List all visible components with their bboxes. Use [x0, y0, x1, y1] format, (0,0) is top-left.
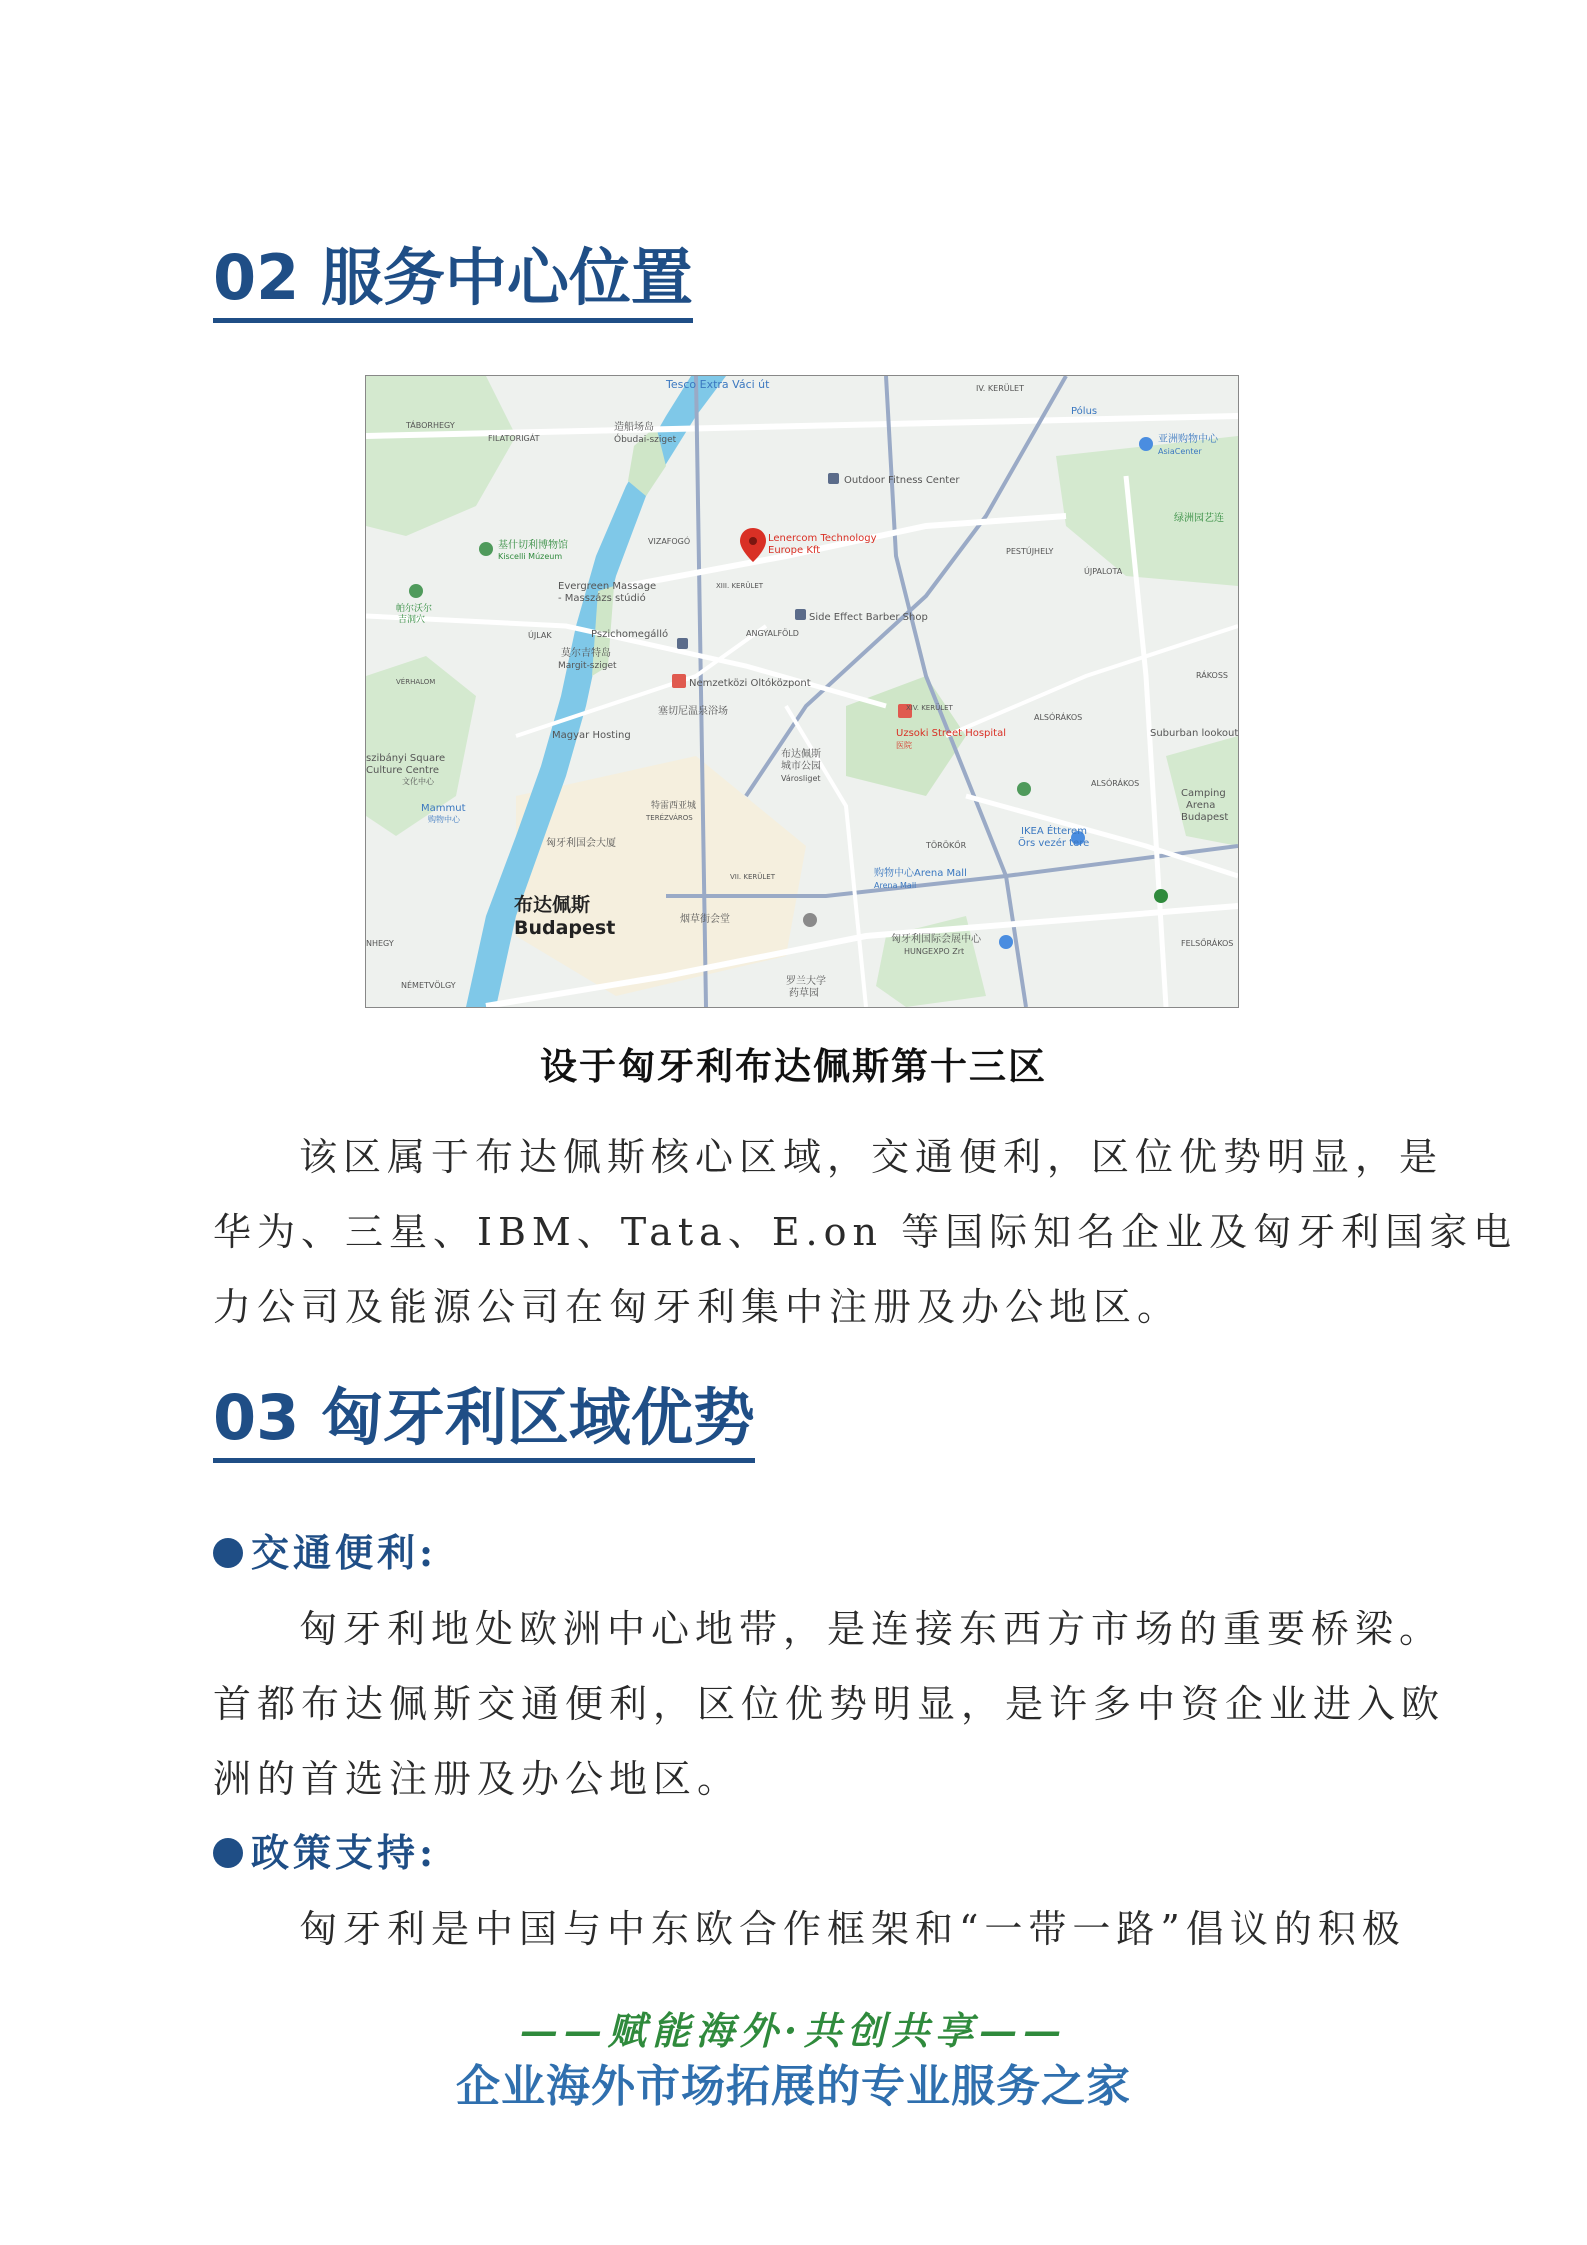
transport-paragraph [213, 1592, 1446, 1817]
map-label: VÉRHALOM [396, 678, 436, 686]
map-label: Pszichomegálló [591, 629, 669, 640]
map-label: XIII. KERÜLET [716, 582, 764, 590]
map-label: ÚJLAK [528, 631, 552, 640]
map-label: RÁKOSS [1196, 671, 1228, 680]
map-label: Lenercom Technology [768, 533, 877, 544]
map-label: IKEA Étterem [1021, 826, 1087, 837]
map-label: 布达佩斯 [781, 749, 821, 760]
bullet-dot-icon [213, 1838, 243, 1868]
map-label: Culture Centre [366, 765, 440, 776]
bullet-transport [213, 1522, 437, 1577]
map-label: Side Effect Barber Shop [809, 612, 928, 623]
map-label: 塞切尼温泉浴场 [658, 706, 728, 717]
map-label: 造船场岛 [614, 422, 654, 433]
map-label: 药草园 [789, 988, 819, 999]
map-label: Óbudai-sziget [614, 435, 677, 445]
map-label: VII. KERÜLET [730, 873, 775, 881]
map-label: AsiaCenter [1158, 447, 1202, 456]
section-heading-regional-advantages: 03 匈牙利区域优势 [213, 1380, 755, 1463]
map-label: szibányi Square [366, 753, 446, 764]
map-label: Uzsoki Street Hospital [896, 728, 1007, 739]
map-label: TÖRÖKŐR [926, 841, 967, 850]
map-label: Nemzetközi Oltóközpont [689, 678, 811, 689]
section-heading-service-location: 02 服务中心位置 [213, 240, 693, 323]
map-label: Örs vezér tere [1018, 838, 1090, 849]
map-label: PESTÚJHELY [1006, 547, 1054, 556]
map-label: FILATORIGÁT [488, 434, 540, 443]
map-label: Mammut [421, 803, 466, 814]
paragraph-line: 洲的首选注册及办公地区。 [213, 1757, 742, 1801]
paragraph-line: 该区属于布达佩斯核心区域，交通便利，区位优势明显，是 [299, 1135, 1444, 1179]
map-image [365, 375, 1239, 1008]
map-label: Arena Mall [874, 881, 917, 890]
map-label: ÚJPALOTA [1084, 567, 1123, 576]
map-label: Városliget [781, 774, 821, 783]
map-label: Magyar Hosting [552, 730, 631, 741]
map-label: 亚洲购物中心 [1158, 434, 1218, 445]
map-label: Budapest [1181, 812, 1229, 823]
map-label: 布达佩斯 [514, 894, 591, 916]
map-label: 基什切利博物馆 [498, 540, 568, 551]
map-label: 帕尔沃尔 [396, 604, 433, 614]
map-label: 文化中心 [402, 777, 434, 786]
map-label: Evergreen Massage [558, 581, 657, 592]
footer-tagline: 企业海外市场拓展的专业服务之家 [456, 2061, 1131, 2112]
map-label: Margit-sziget [558, 661, 617, 671]
map-label: 城市公园 [781, 761, 821, 772]
map-label: 吉洞穴 [398, 615, 426, 625]
paragraph-line: 匈牙利地处欧洲中心地带，是连接东西方市场的重要桥梁。 [299, 1607, 1444, 1651]
map-label: 烟草街会堂 [680, 914, 730, 925]
bullet-label: 交通便利: [251, 1530, 438, 1575]
map-label: Camping [1181, 788, 1226, 799]
map-caption: 设于匈牙利布达佩斯第十三区 [540, 1044, 1047, 1088]
bullet-label: 政策支持: [251, 1830, 438, 1875]
map-label: 购物中心 [428, 815, 460, 824]
map-label: Kiscelli Múzeum [498, 552, 563, 561]
map-label: NÉMETVÖLGY [401, 981, 456, 990]
map-label: Tesco Extra Váci út [666, 378, 770, 391]
map-label: 匈牙利国际会展中心 [891, 934, 981, 945]
map-label: TERÉZVÁROS [646, 814, 693, 822]
map-label: 购物中心Arena Mall [874, 868, 967, 879]
map-label: Outdoor Fitness Center [844, 475, 960, 486]
paragraph-line: 华为、三星、IBM、Tata、E.on 等国际知名企业及匈牙利国家电 [213, 1210, 1518, 1254]
footer-slogan: ——赋能海外·共创共享—— [519, 2008, 1068, 2053]
map-label: Budapest [514, 917, 616, 939]
map-svg [366, 376, 1238, 1007]
map-label: 特雷西亚城 [651, 801, 697, 811]
map-label: Arena [1186, 800, 1216, 811]
bullet-policy [213, 1822, 437, 1877]
map-label: FELSŐRÁKOS [1181, 939, 1234, 948]
map-label: ALSÓRÁKOS [1034, 713, 1083, 722]
map-label: 罗兰大学 [786, 976, 826, 987]
map-label: 医院 [896, 741, 912, 750]
map-label: 绿洲园艺连 [1174, 513, 1224, 524]
policy-paragraph [213, 1892, 1406, 1967]
paragraph-line: 首都布达佩斯交通便利，区位优势明显，是许多中资企业进入欧 [213, 1682, 1446, 1726]
map-label: ALSÓRÁKOS [1091, 779, 1140, 788]
map-label: VIZAFOGÓ [648, 537, 691, 546]
map-label: Pólus [1071, 406, 1098, 417]
paragraph-line: 匈牙利是中国与中东欧合作框架和“一带一路”倡议的积极 [299, 1907, 1406, 1951]
map-label: IV. KERÜLET [976, 384, 1024, 393]
map-label: 莫尔吉特岛 [561, 648, 611, 659]
map-label: Suburban lookout [1150, 728, 1238, 739]
map-label: - Masszázs stúdió [558, 593, 646, 604]
bullet-dot-icon [213, 1538, 243, 1568]
map-label: ANGYALFÖLD [746, 629, 799, 638]
map-label: TÁBORHEGY [406, 421, 455, 430]
map-label: HUNGEXPO Zrt [904, 947, 965, 956]
intro-paragraph [213, 1120, 1518, 1345]
map-label: NHEGY [366, 939, 394, 948]
map-label: 匈牙利国会大厦 [546, 838, 616, 849]
paragraph-line: 力公司及能源公司在匈牙利集中注册及办公地区。 [213, 1285, 1182, 1329]
map-label: XIV. KERÜLET [906, 704, 953, 712]
map-label: Europe Kft [768, 545, 821, 556]
